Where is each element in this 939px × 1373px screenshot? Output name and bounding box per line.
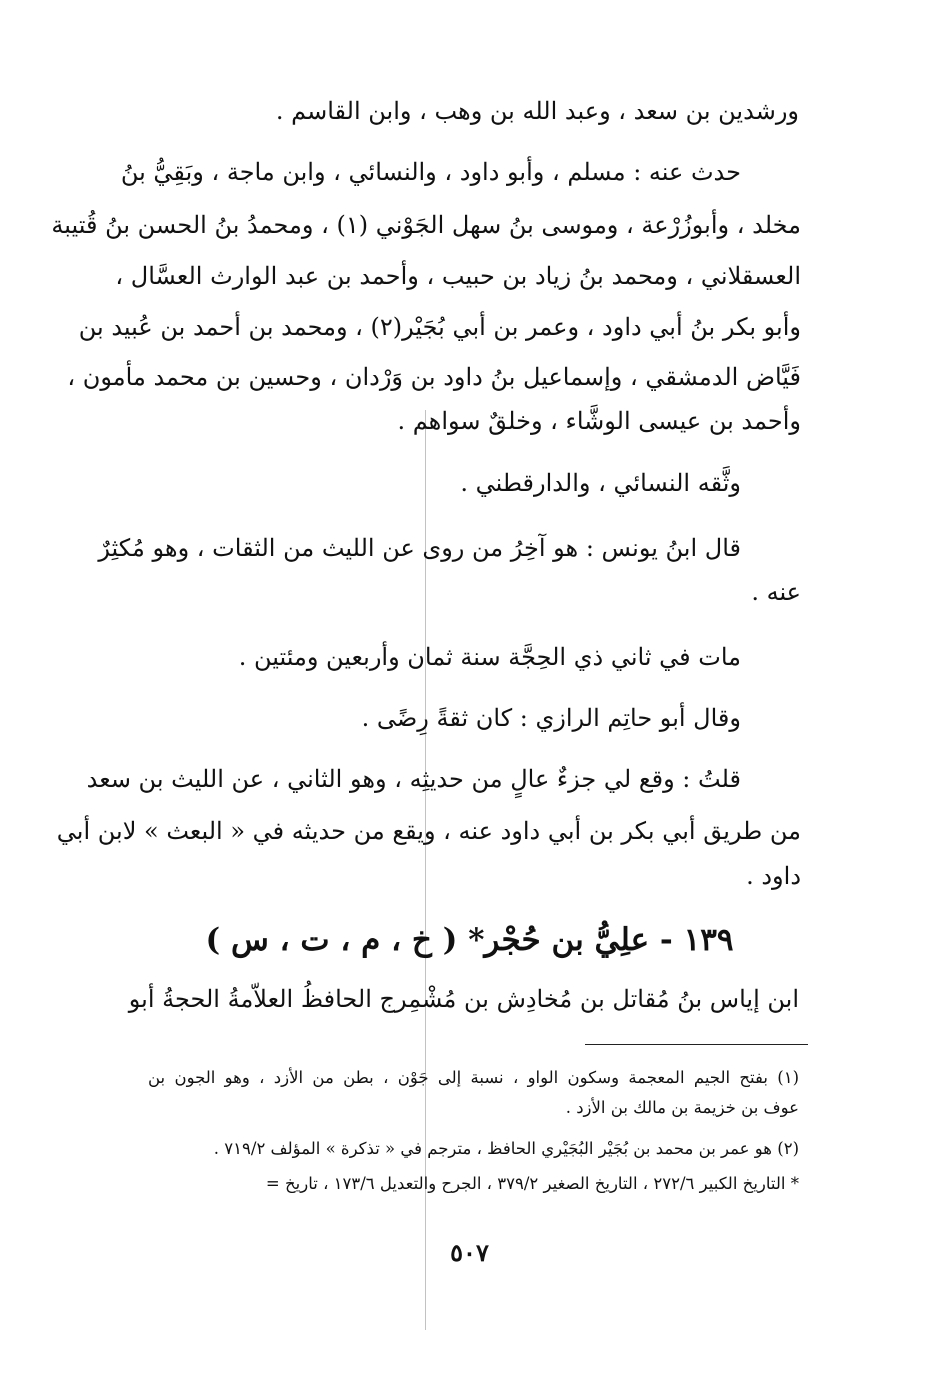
footnote-1-line-1: (١) بفتح الجيم المعجمة وسكون الواو ، نسبة إلى جَوْن ، بطن من الأزد ، وهو الجون بن xyxy=(148,1068,799,1087)
body-line-13: قلتُ : وقع لي جزءٌ عالٍ من حديثِه ، وهو الثاني ، عن الليث بن سعد xyxy=(86,765,741,793)
body-line-3: مخلد ، وأبوزُرْعة ، وموسى بنُ سهل الجَوْني (١) ، ومحمدُ بنُ الحسن بنُ قُتيبة xyxy=(51,211,801,239)
body-line-12: وقال أبو حاتِم الرازي : كان ثقةً رِضًى . xyxy=(361,704,741,732)
body-line-8: وثَّقه النسائي ، والدارقطني . xyxy=(460,469,741,497)
footnote-1-line-2: عوف بن خزيمة بن مالك بن الأزد . xyxy=(565,1098,799,1117)
body-line-11: مات في ثاني ذي الحِجَّة سنة ثمان وأربعين ومئتين . xyxy=(238,643,741,671)
body-line-after-heading: ابن إياس بنُ مُقاتل بن مُخادِش بن مُشْمِرج الحافظُ العلاّمةُ الحجةُ أبو xyxy=(128,985,799,1013)
body-line-2: حدث عنه : مسلم ، وأبو داود ، والنسائي ، وابن ماجة ، وبَقِيُّ بنُ xyxy=(120,158,741,186)
footnote-rule xyxy=(585,1044,808,1045)
page-number: ٥٠٧ xyxy=(450,1238,489,1267)
body-line-1: ورشدين بن سعد ، وعبد الله بن وهب ، وابن القاسم . xyxy=(275,97,799,125)
body-line-5: وأبو بكر بنُ أبي داود ، وعمر بن أبي بُجَيْر(٢) ، ومحمد بن أحمد بن عُبيد بن xyxy=(78,313,801,341)
body-line-4: العسقلاني ، ومحمد بنُ زياد بن حبيب ، وأحمد بن عبد الوارث العسَّال ، xyxy=(115,262,801,290)
body-line-7: وأحمد بن عيسى الوشَّاء ، وخلقٌ سواهم . xyxy=(397,407,801,435)
body-line-14: من طريق أبي بكر بن أبي داود عنه ، ويقع من حديثه في « البعث » لابن أبي xyxy=(56,817,801,845)
body-line-6: فَيَّاض الدمشقي ، وإسماعيل بنُ داود بن وَرْدان ، وحسين بن محمد مأمون ، xyxy=(67,363,801,391)
entry-heading: ١٣٩ - علِيُّ بن حُجْر* ( خ ، م ، ت ، س ) xyxy=(205,922,734,958)
body-line-9: قال ابنُ يونس : هو آخِرُ من روى عن الليث من الثقات ، وهو مُكثِرٌ xyxy=(98,534,741,562)
footnote-2: (٢) هو عمر بن محمد بن بُجَيْر البُجَيْري الحافظ ، مترجم في « تذكرة » المؤلف ٧١٩/٢ . xyxy=(213,1139,799,1158)
body-line-15: داود . xyxy=(746,862,801,890)
body-line-10: عنه . xyxy=(751,578,801,606)
footnote-star: * التاريخ الكبير ٢٧٢/٦ ، التاريخ الصغير ٣٧٩/٢ ، الجرح والتعديل ١٧٣/٦ ، تاريخ = xyxy=(265,1174,799,1193)
